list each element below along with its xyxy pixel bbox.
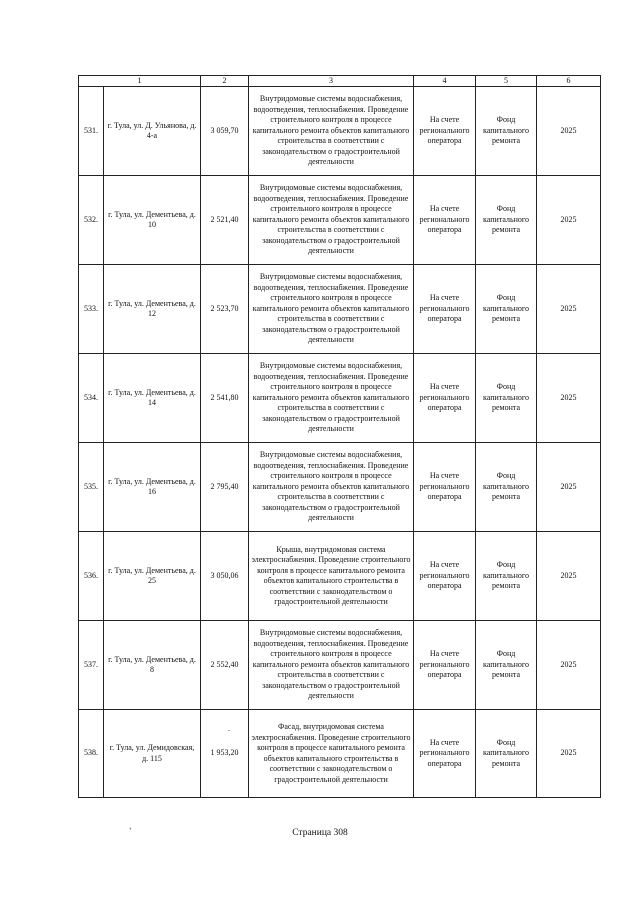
row-funding: На счете регионального оператора — [414, 87, 476, 176]
row-number: 536. — [79, 532, 104, 621]
row-address: г. Тула, ул. Дементьева, д. 12 — [104, 265, 201, 354]
row-cost: 2 795,40 — [201, 443, 249, 532]
row-funding: На счете регионального оператора — [414, 265, 476, 354]
row-year: 2025 — [537, 621, 601, 710]
row-funding: На счете регионального оператора — [414, 354, 476, 443]
header-col-3: 3 — [249, 76, 414, 87]
row-year: 2025 — [537, 354, 601, 443]
row-work-description: Внутридомовые системы водоснабжения, водоотведения, теплоснабжения. Проведение строительного контроля в процессе капитального ремонта объектов капитального строительства в соответствии с законодательством о градостроительной деятельности — [249, 621, 414, 710]
row-year: 2025 — [537, 176, 601, 265]
header-row — [79, 76, 601, 87]
row-address: г. Тула, ул. Дементьева, д. 14 — [104, 354, 201, 443]
row-number: 533. — [79, 265, 104, 354]
row-executor: Фонд капитального ремонта — [476, 176, 537, 265]
row-year: 2025 — [537, 710, 601, 798]
row-address: г. Тула, ул. Дементьева, д. 8 — [104, 621, 201, 710]
table-row — [79, 87, 601, 176]
row-address: г. Тула, ул. Д. Ульянова, д. 4-а — [104, 87, 201, 176]
row-year: 2025 — [537, 265, 601, 354]
row-address: г. Тула, ул. Дементьева, д. 10 — [104, 176, 201, 265]
row-executor: Фонд капитального ремонта — [476, 621, 537, 710]
header-col-2: 2 — [201, 76, 249, 87]
table-row — [79, 354, 601, 443]
table-row — [79, 621, 601, 710]
row-number: 538. — [79, 710, 104, 798]
table-row — [79, 532, 601, 621]
row-work-description: Внутридомовые системы водоснабжения, водоотведения, теплоснабжения. Проведение строительного контроля в процессе капитального ремонта объектов капитального строительства в соответствии с законодательством о градостроительной деятельности — [249, 443, 414, 532]
row-number: 535. — [79, 443, 104, 532]
table-row — [79, 265, 601, 354]
scan-dash-mark: - — [228, 728, 230, 734]
row-cost: 2 552,40 — [201, 621, 249, 710]
table-header — [79, 76, 601, 87]
row-cost: 3 050,06 — [201, 532, 249, 621]
row-cost: 2 521,40 — [201, 176, 249, 265]
row-cost: 2 523,70 — [201, 265, 249, 354]
page-number: Страница 308 — [292, 828, 348, 838]
header-col-5: 5 — [476, 76, 537, 87]
row-funding: На счете регионального оператора — [414, 532, 476, 621]
table-row — [79, 176, 601, 265]
row-number: 532. — [79, 176, 104, 265]
row-cost: 1 953,20 — [201, 710, 249, 798]
row-year: 2025 — [537, 532, 601, 621]
row-executor: Фонд капитального ремонта — [476, 87, 537, 176]
row-executor: Фонд капитального ремонта — [476, 354, 537, 443]
row-funding: На счете регионального оператора — [414, 443, 476, 532]
row-executor: Фонд капитального ремонта — [476, 710, 537, 798]
row-executor: Фонд капитального ремонта — [476, 443, 537, 532]
row-address: г. Тула, ул. Дементьева, д. 25 — [104, 532, 201, 621]
row-number: 531. — [79, 87, 104, 176]
row-work-description: Внутридомовые системы водоснабжения, водоотведения, теплоснабжения. Проведение строительного контроля в процессе капитального ремонта объектов капитального строительства в соответствии с законодательством о градостроительной деятельности — [249, 354, 414, 443]
table-body — [79, 87, 601, 798]
row-work-description: Внутридомовые системы водоснабжения, водоотведения, теплоснабжения. Проведение строительного контроля в процессе капитального ремонта объектов капитального строительства в соответствии с законодательством о градостроительной деятельности — [249, 265, 414, 354]
row-funding: На счете регионального оператора — [414, 710, 476, 798]
row-year: 2025 — [537, 87, 601, 176]
row-cost: 2 541,80 — [201, 354, 249, 443]
header-col-4: 4 — [414, 76, 476, 87]
row-work-description: Фасад, внутридомовая система электроснабжения. Проведение строительного контроля в процессе капитального ремонта объектов капитального строительства в соответствии с законодательством о градостроительной деятельности — [249, 710, 414, 798]
row-executor: Фонд капитального ремонта — [476, 532, 537, 621]
row-cost: 3 059,70 — [201, 87, 249, 176]
row-work-description: Внутридомовые системы водоснабжения, водоотведения, теплоснабжения. Проведение строительного контроля в процессе капитального ремонта объектов капитального строительства в соответствии с законодательством о градостроительной деятельности — [249, 176, 414, 265]
row-executor: Фонд капитального ремонта — [476, 265, 537, 354]
table-row — [79, 710, 601, 798]
row-number: 534. — [79, 354, 104, 443]
row-address: г. Тула, ул. Дементьева, д. 16 — [104, 443, 201, 532]
row-work-description: Крыша, внутридомовая система электроснабжения. Проведение строительного контроля в процессе капитального ремонта объектов капитального строительства в соответствии с законодательством о градостроительной деятельности — [249, 532, 414, 621]
header-col-6: 6 — [537, 76, 601, 87]
row-work-description: Внутридомовые системы водоснабжения, водоотведения, теплоснабжения. Проведение строительного контроля в процессе капитального ремонта объектов капитального строительства в соответствии с законодательством о градостроительной деятельности — [249, 87, 414, 176]
row-year: 2025 — [537, 443, 601, 532]
row-funding: На счете регионального оператора — [414, 621, 476, 710]
row-address: г. Тула, ул. Демидовская, д. 115 — [104, 710, 201, 798]
header-col-1: 1 — [79, 76, 201, 87]
capital-repair-table — [78, 75, 601, 798]
row-number: 537. — [79, 621, 104, 710]
table-row — [79, 443, 601, 532]
row-funding: На счете регионального оператора — [414, 176, 476, 265]
scan-stray-mark: ‘ — [129, 826, 132, 835]
